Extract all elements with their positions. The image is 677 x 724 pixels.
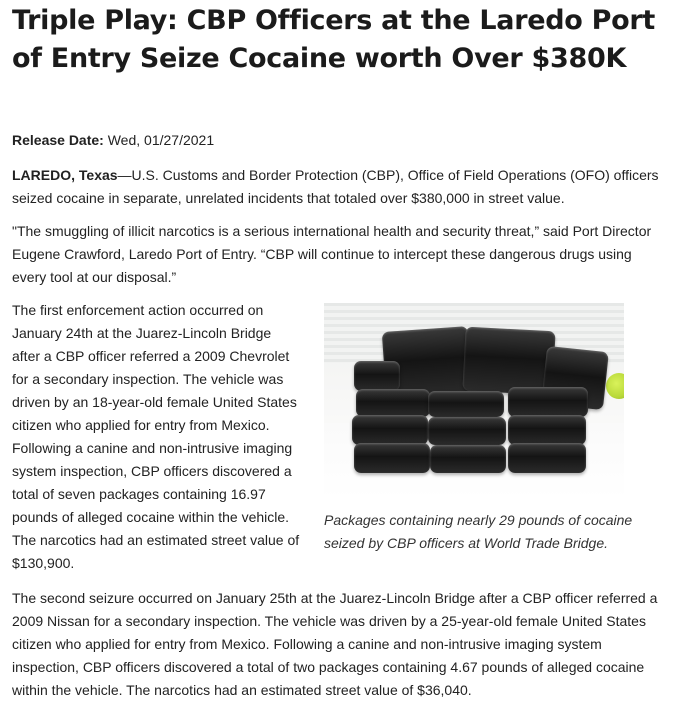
seizure-figure xyxy=(324,303,664,555)
cocaine-packages-photo xyxy=(324,303,624,499)
dateline: LAREDO, Texas xyxy=(12,167,118,183)
release-date-line xyxy=(12,130,664,150)
tennis-ball xyxy=(606,373,624,399)
figure-caption: Packages containing nearly 29 pounds of cocaine seized by CBP officers at World Trade Bridge. xyxy=(324,512,633,551)
package xyxy=(462,327,555,396)
package xyxy=(352,415,428,445)
package xyxy=(354,443,430,473)
package xyxy=(430,445,506,473)
package xyxy=(428,417,506,445)
intro-text: —U.S. Customs and Border Protection (CBP), Office of Field Operations (OFO) officers seized cocaine in separate, unrelated incidents that totaled over $380,000 in street value. xyxy=(12,167,659,206)
release-date-label: Release Date: xyxy=(12,132,104,148)
paragraph-quote: "The smuggling of illicit narcotics is a serious international health and security threat,” said Port Director Eugene Crawford, Laredo Port of Entry. “CBP will continue to intercept these dangerous drugs using every tool at our disposal.” xyxy=(12,223,652,285)
paragraph-intro xyxy=(12,164,664,210)
paragraph-first-seizure: The first enforcement action occurred on January 24th at the Juarez-Lincoln Bridge after a CBP officer referred a 2009 Chevrolet for a secondary inspection. The vehicle was driven by an 18-year-old female United States citizen who applied for entry from Mexico. Following a canine and non-intrusive imaging system inspection, CBP officers discovered a total of seven packages containing 16.97 pounds of alleged cocaine within the vehicle. The narcotics had an estimated street value of $130,900. xyxy=(12,302,300,571)
package xyxy=(428,391,504,417)
article-title: Triple Play: CBP Officers at the Laredo Port of Entry Seize Cocaine worth Over $380K xyxy=(12,5,655,74)
article xyxy=(12,0,664,702)
paragraph-first-seizure-block xyxy=(12,299,664,575)
package xyxy=(356,389,430,417)
package xyxy=(508,443,586,473)
package xyxy=(508,415,586,445)
package xyxy=(508,387,588,417)
paragraph-second-seizure: The second seizure occurred on January 25th at the Juarez-Lincoln Bridge after a CBP officer referred a 2009 Nissan for a secondary inspection. The vehicle was driven by a 25-year-old female United States citizen who applied for entry from Mexico. Following a canine and non-intrusive imaging system inspection, CBP officers discovered a total of two packages containing 4.67 pounds of alleged cocaine within the vehicle. The narcotics had an estimated street value of $36,040. xyxy=(12,590,658,698)
release-date-value: Wed, 01/27/2021 xyxy=(107,132,215,148)
package xyxy=(354,361,400,391)
